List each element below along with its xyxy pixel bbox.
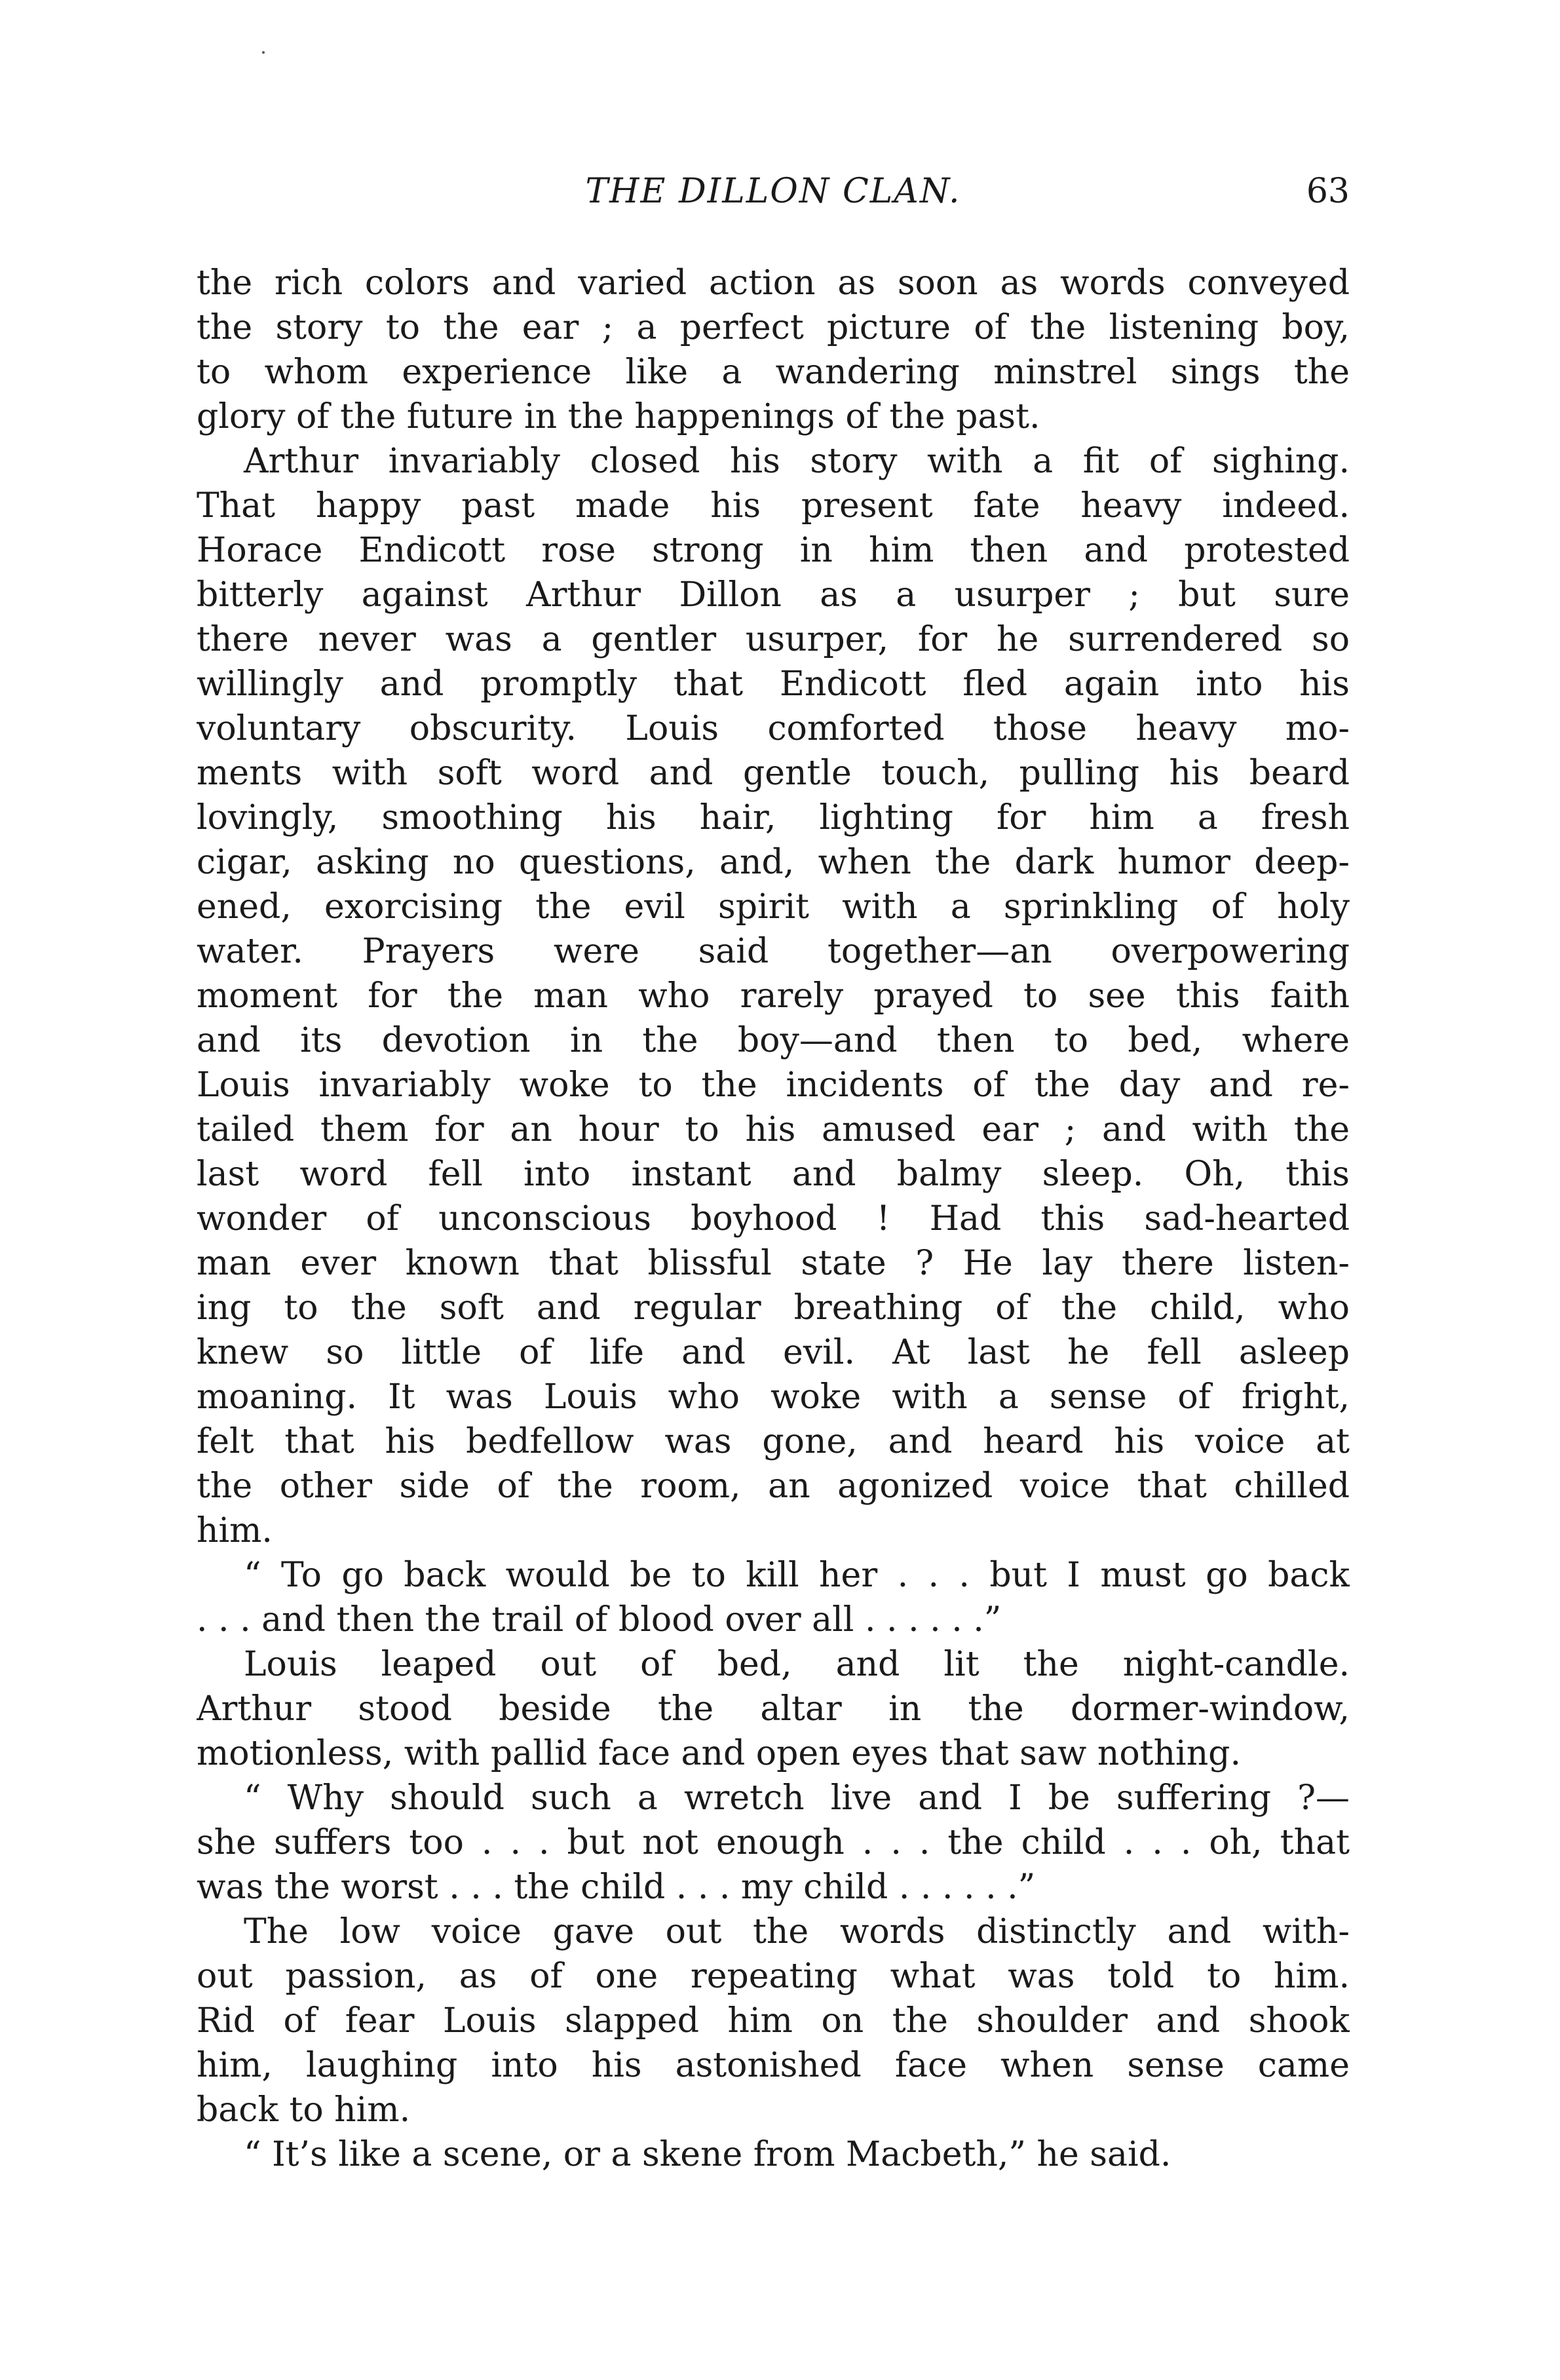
text-line: glory of the future in the happenings of the past. bbox=[197, 397, 1040, 436]
page-number: 63 bbox=[1306, 172, 1350, 211]
text-line: ened, exorcising the evil spirit with a sprinkling of holy bbox=[197, 887, 1350, 927]
text-line: man ever known that blissful state ? He lay there listen- bbox=[197, 1244, 1350, 1283]
text-line: the other side of the room, an agonized voice that chilled bbox=[197, 1467, 1350, 1506]
text-line: willingly and promptly that Endicott fled again into his bbox=[197, 664, 1350, 704]
text-line: motionless, with pallid face and open eyes that saw nothing. bbox=[197, 1734, 1241, 1773]
text-line: there never was a gentler usurper, for he surrendered so bbox=[197, 620, 1350, 659]
text-line: him. bbox=[197, 1511, 273, 1550]
text-line: knew so little of life and evil. At last he fell asleep bbox=[197, 1333, 1350, 1372]
text-line: The low voice gave out the words distinctly and with- bbox=[244, 1912, 1350, 1951]
text-line: bitterly against Arthur Dillon as a usurper ; but sure bbox=[197, 575, 1350, 615]
text-line: wonder of unconscious boyhood ! Had this sad-hearted bbox=[197, 1199, 1350, 1238]
text-line: tailed them for an hour to his amused ear ; and with the bbox=[197, 1110, 1350, 1149]
text-line: out passion, as of one repeating what was told to him. bbox=[197, 1957, 1350, 1996]
text-line: Louis leaped out of bed, and lit the night-candle. bbox=[244, 1645, 1350, 1684]
text-line: the story to the ear ; a perfect picture of the listening boy, bbox=[197, 308, 1350, 347]
text-line: water. Prayers were said together—an overpowering bbox=[197, 932, 1350, 971]
text-line: Arthur stood beside the altar in the dormer-window, bbox=[197, 1689, 1350, 1729]
text-line: ing to the soft and regular breathing of the child, who bbox=[197, 1288, 1350, 1328]
print-speck bbox=[262, 51, 265, 54]
text-line: That happy past made his present fate heavy indeed. bbox=[197, 486, 1350, 526]
text-line: “ It’s like a scene, or a skene from Macbeth,” he said. bbox=[244, 2135, 1171, 2174]
body-text bbox=[197, 261, 1350, 2177]
text-line: voluntary obscurity. Louis comforted those heavy mo- bbox=[197, 709, 1350, 748]
text-line: to whom experience like a wandering minstrel sings the bbox=[197, 353, 1350, 392]
text-line: moaning. It was Louis who woke with a sense of fright, bbox=[197, 1377, 1350, 1417]
running-title: THE DILLON CLAN. bbox=[585, 172, 961, 211]
text-line: and its devotion in the boy—and then to bed, where bbox=[197, 1021, 1350, 1060]
text-line: “ Why should such a wretch live and I be suffering ?— bbox=[244, 1778, 1350, 1818]
text-line: last word fell into instant and balmy sleep. Oh, this bbox=[197, 1155, 1350, 1194]
page-header bbox=[197, 172, 1350, 224]
text-line: . . . and then the trail of blood over all . . . . . .” bbox=[197, 1600, 1002, 1640]
text-line: ments with soft word and gentle touch, pulling his beard bbox=[197, 754, 1350, 793]
text-line: back to him. bbox=[197, 2090, 411, 2130]
text-line: him, laughing into his astonished face when sense came bbox=[197, 2046, 1350, 2085]
text-line: Louis invariably woke to the incidents of the day and re- bbox=[197, 1065, 1350, 1105]
text-line: was the worst . . . the child . . . my child . . . . . .” bbox=[197, 1868, 1036, 1907]
text-line: Rid of fear Louis slapped him on the shoulder and shook bbox=[197, 2001, 1350, 2041]
text-line: cigar, asking no questions, and, when the dark humor deep- bbox=[197, 843, 1350, 882]
text-line: Horace Endicott rose strong in him then and protested bbox=[197, 531, 1350, 570]
text-line: lovingly, smoothing his hair, lighting for him a fresh bbox=[197, 798, 1350, 837]
text-line: felt that his bedfellow was gone, and heard his voice at bbox=[197, 1422, 1350, 1461]
text-line: moment for the man who rarely prayed to see this faith bbox=[197, 976, 1350, 1016]
text-line: the rich colors and varied action as soon as words conveyed bbox=[197, 263, 1350, 303]
text-line: “ To go back would be to kill her . . . but I must go back bbox=[244, 1556, 1350, 1595]
text-line: she suffers too . . . but not enough . . . the child . . . oh, that bbox=[197, 1823, 1350, 1862]
text-line: Arthur invariably closed his story with a fit of sighing. bbox=[244, 442, 1350, 481]
